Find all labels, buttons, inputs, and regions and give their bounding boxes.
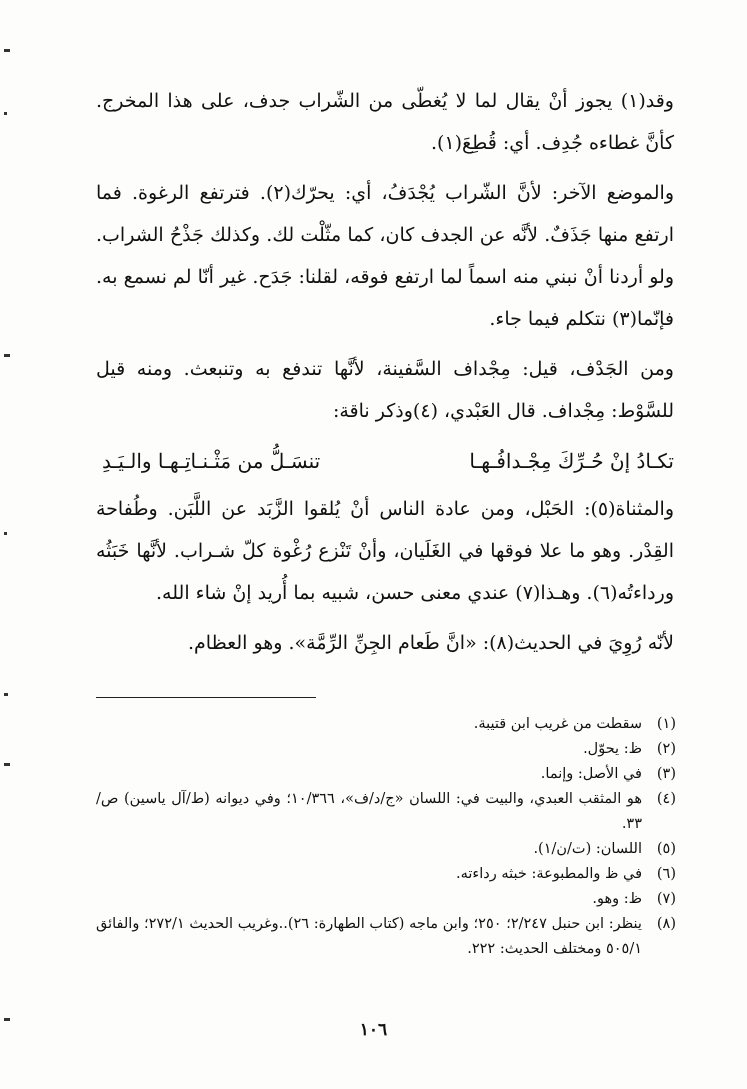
paragraph-5: لأنّه رُوِيَ في الحديث(٨): «انَّ طَعام الجِنِّ الرِّمَّة». وهو العظام. [188, 632, 674, 654]
footnote [96, 737, 676, 762]
footnote-number: (٧) [656, 891, 676, 907]
footnote-text: هو المثقب العبدي، والبيت في: اللسان «ج/د/ف»، ١٠/٣٦٦؛ وفي ديوانه (ط/آل ياسين) ص/ ٣٣. [96, 791, 642, 832]
footnote-number: (٢) [656, 741, 676, 757]
footnote [96, 787, 676, 837]
margin-mark [4, 532, 7, 535]
paragraph-1: وقد(١) يجوز أنْ يقال لما لا يُغطّى من الشّراب جدف، على هذا المخرج. كأنَّ غطاءه جُدِف. أي: قُطِعَ(١). [96, 90, 674, 154]
footnote [96, 887, 676, 912]
footnote-number: (٨) [656, 916, 676, 932]
margin-mark [4, 763, 10, 766]
footnote-text: اللسان: (ت/ن/١). [533, 841, 642, 857]
margin-mark [4, 354, 10, 357]
verse-first-hemistich: تكـادُ إنْ حُـرِّكَ مِجْـدافُـهـا [469, 449, 674, 473]
footnote-text: في ظ والمطبوعة: خبثه رداءته. [456, 866, 642, 882]
main-text [96, 80, 674, 664]
footnote [96, 862, 676, 887]
footnote-number: (٤) [656, 791, 676, 807]
footnote [96, 762, 676, 787]
margin-mark [4, 693, 8, 696]
paragraph-2: والموضع الآخر: لأنَّ الشّراب يُجْدَفُ، أي: يحرّك(٢). فترتفع الرغوة. فما ارتفع منها جَذَفٌ. لأنَّه عن الجدف كان، كما مثّلْت لك. وكذلك جَذْحُ الشراب. ولو أردنا أنْ نبني منه اسماً لما ارتفع فوقه، لقلنا: جَدَح. غير أنّا لم نسمع به. فإنّما(٣) نتكلم فيما جاء. [96, 182, 674, 330]
verse-second-hemistich: تنسَـلُّ من مَثْـنـاتِـهـا والـيَـدِ [102, 449, 321, 473]
footnote-number: (٥) [656, 841, 676, 857]
footnote-number: (٣) [656, 766, 676, 782]
footnote-text: ظ: يحوّل. [583, 741, 642, 757]
footnote-text: سقطت من غريب ابن قتيبة. [473, 716, 642, 732]
footnote-text: ينظر: ابن حنبل ٢/٢٤٧؛ ٢٥٠؛ وابن ماجه (كتاب الطهارة: ٢٦)..وغريب الحديث ٢٧٢/١؛ والفائق ٥٠٥/١ ومختلف الحديث: ٢٢٢. [96, 916, 642, 957]
footnote-separator [96, 697, 316, 698]
footnote-text: ظ: وهو. [592, 891, 642, 907]
paragraph-3: ومن الجَدْف، قيل: مِجْداف السَّفينة، لأنَّها تندفع به وتنبعث. ومنه قيل للسَّوْط: مِجْداف. قال العَبْدي، (٤)وذكر ناقة: [96, 358, 674, 422]
footnote [96, 912, 676, 962]
margin-mark [4, 112, 7, 115]
footnotes [96, 712, 676, 962]
footnote [96, 837, 676, 862]
poetry-verse [96, 438, 674, 484]
footnote [96, 712, 676, 737]
margin-mark [4, 49, 10, 52]
page-number: ١٠٦ [359, 1020, 388, 1040]
footnote-text: في الأصل: وإنما. [540, 766, 642, 782]
paragraph-4: والمثناة(٥): الحَبْل، ومن عادة الناس أنْ يُلقوا الزَّبَد عن اللَّبَن. وطُفاحة القِدْر. وهو ما علا فوقها في الغَلَيان، وأنْ تَنْزع رُغْوة كلّ شـراب. لأنَّها خَبَثُه ورداءتُه(٦). وهـذا(٧) عندي معنى حسن، شبيه بما أُريد إنْ شاء الله. [96, 498, 674, 604]
footnote-number: (١) [656, 716, 676, 732]
footnote-number: (٦) [656, 866, 676, 882]
